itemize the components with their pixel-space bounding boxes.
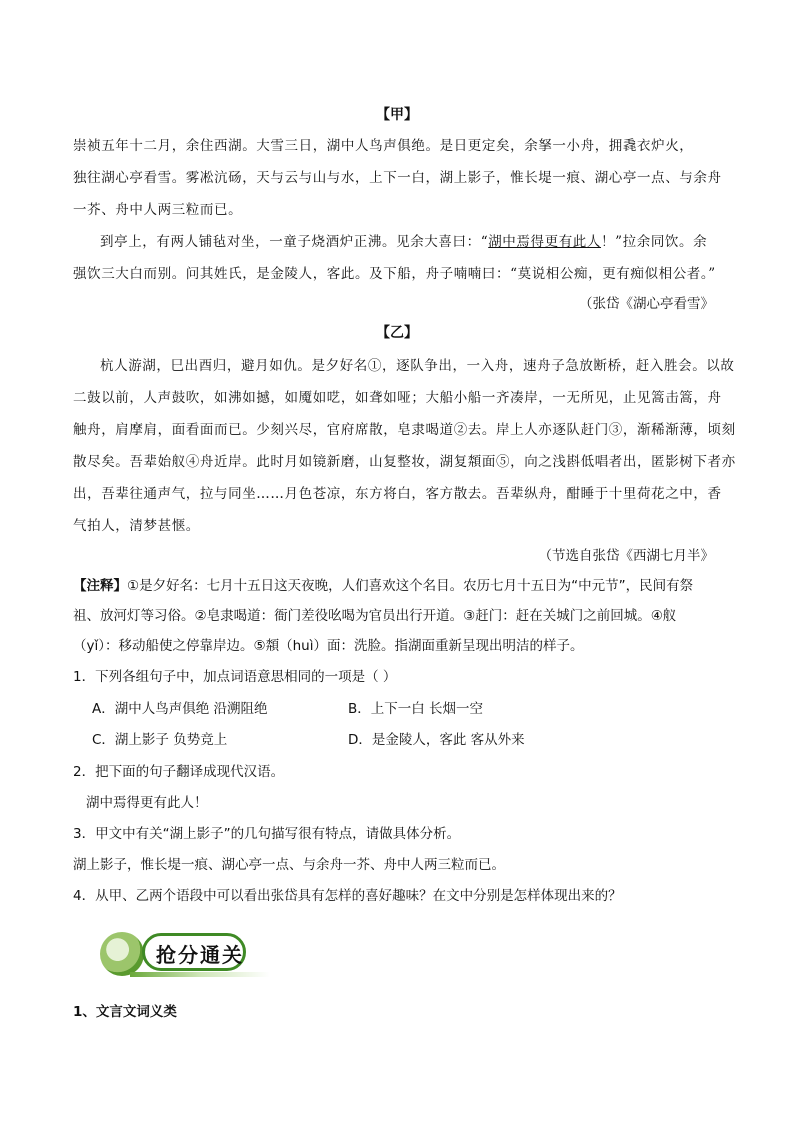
q1-option-d: D．是金陵人，客此 客从外来: [348, 732, 525, 748]
banner-title: 抢分通关: [156, 943, 244, 967]
passage-b-line-4: 散尽矣。吾辈始舣④舟近岸。此时月如镜新磨，山复整妆，湖复頮面⑤，向之浅斟低唱者出，匿影树下者亦: [73, 454, 736, 470]
underlined-sentence: 湖中焉得更有此人: [488, 234, 602, 250]
passage-a-source: （张岱《湖心亭看雪》: [579, 296, 714, 312]
passage-b-line-6: 气拍人，清梦甚惬。: [73, 518, 200, 534]
passage-a-line-2: 独往湖心亭看雪。雾凇沆砀，天与云与山与水，上下一白，湖上影子，惟长堤一痕、湖心亭一点、与余舟: [73, 170, 722, 186]
banner-underline: [130, 972, 270, 977]
notes-label: 【注释】: [73, 578, 127, 594]
passage-a-line-4-end: ！”拉余同饮。余: [601, 234, 708, 250]
question-2: 2．把下面的句子翻译成现代汉语。: [73, 764, 285, 780]
passage-a-line-4-start: 到亭上，有两人铺毡对坐，一童子烧酒炉正沸。见余大喜曰：“: [100, 234, 489, 250]
notes-line-3: （yǐ）：移动船使之停靠岸边。⑤頮（huì）面：洗脸。指湖面重新呈现出明洁的样子。: [73, 638, 584, 654]
question-3: 3．甲文中有关“湖上影子”的几句描写很有特点，请做具体分析。: [73, 826, 461, 842]
passage-b-line-5: 出，吾辈往通声气，拉与同坐……月色苍凉，东方将白，客方散去。吾辈纵舟，酣睡于十里荷花之中，香: [73, 486, 722, 502]
passage-b-source: （节选自张岱《西湖七月半》: [538, 548, 714, 564]
question-4: 4．从甲、乙两个语段中可以看出张岱具有怎样的喜好趣味？在文中分别是怎样体现出来的？: [73, 888, 622, 904]
section-heading: 1、文言文词义类: [73, 1004, 177, 1020]
q1-option-a: A．湖中人鸟声俱绝 沿溯阻绝: [92, 701, 268, 717]
q1-option-c: C．湖上影子 负势竞上: [92, 732, 228, 748]
banner-circle-icon: [100, 932, 144, 976]
question-2-sentence: 湖中焉得更有此人！: [86, 795, 208, 811]
passage-b-line-1: 杭人游湖，巳出酉归，避月如仇。是夕好名①，逐队争出，一入舟，速舟子急放断桥，赶入胜会。以故: [100, 358, 735, 374]
passage-a-line-4: [100, 230, 707, 250]
passage-a-heading: 【甲】: [376, 107, 418, 123]
passage-b-heading: 【乙】: [376, 325, 418, 341]
section-banner: [100, 922, 280, 982]
passage-a-line-3: 一芥、舟中人两三粒而已。: [73, 202, 243, 218]
passage-b-line-3: 触舟，肩摩肩，面看面而已。少刻兴尽，官府席散，皂隶喝道②去。岸上人亦逐队赶门③，渐稀渐薄，顷刻: [73, 422, 736, 438]
q1-option-b: B．上下一白 长烟一空: [348, 701, 484, 717]
question-3-sentence: 湖上影子，惟长堤一痕、湖心亭一点、与余舟一芥、舟中人两三粒而已。: [73, 857, 505, 873]
notes-text-1: ①是夕好名：七月十五日这天夜晚，人们喜欢这个名目。农历七月十五日为“中元节”，民间有祭: [127, 578, 694, 594]
notes-line-1: [73, 574, 693, 594]
passage-b-line-2: 二鼓以前，人声鼓吹，如沸如撼，如魇如呓，如聋如哑；大船小船一齐凑岸，一无所见，止见篙击篙，舟: [73, 390, 722, 406]
question-1: 1．下列各组句子中，加点词语意思相同的一项是（ ）: [73, 669, 397, 685]
passage-a-line-1: 崇祯五年十二月，余住西湖。大雪三日，湖中人鸟声俱绝。是日更定矣，余拏一小舟，拥毳衣炉火，: [73, 138, 694, 154]
notes-line-2: 祖、放河灯等习俗。②皂隶喝道：衙门差役吆喝为官员出行开道。③赶门：赶在关城门之前回城。④舣: [73, 608, 677, 624]
passage-a-line-5: 强饮三大白而别。问其姓氏，是金陵人，客此。及下船，舟子喃喃曰：“莫说相公痴，更有痴似相公者。”: [73, 266, 716, 282]
